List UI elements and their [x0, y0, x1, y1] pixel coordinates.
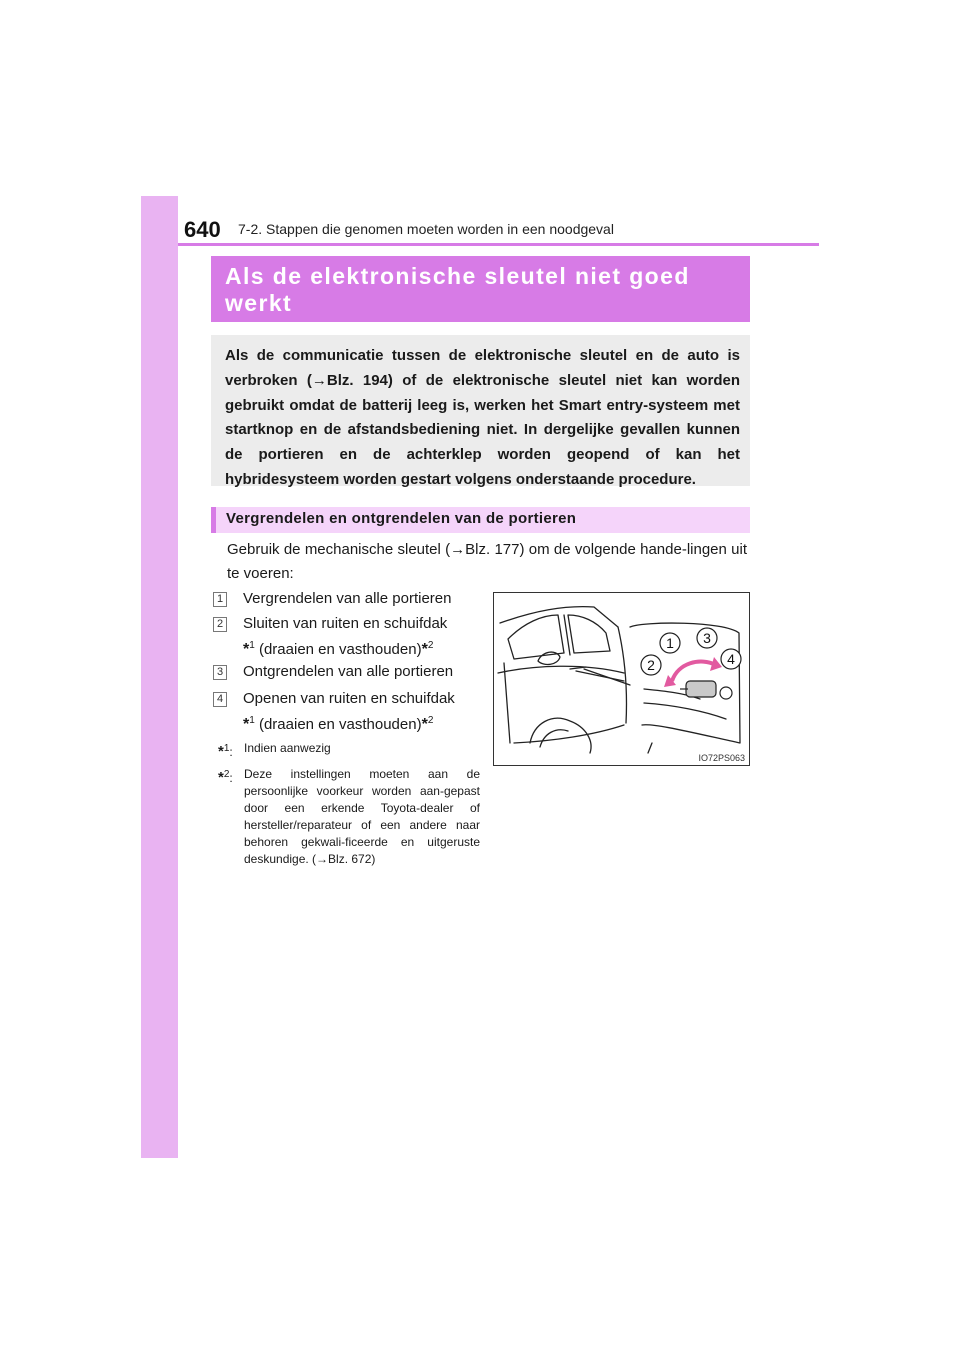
footnote-1 — [218, 740, 480, 760]
callout-2: 2 — [647, 657, 655, 673]
page-number: 640 — [184, 217, 221, 242]
callout-1: 1 — [666, 635, 674, 651]
rotation-arrow — [672, 662, 716, 681]
step-number: 1 — [213, 592, 227, 607]
step-text: Sluiten van ruiten en schuifdak *$^1$ (draaien en vasthouden)*$^2$ — [243, 615, 448, 658]
footnote-marker: *$^1$: — [218, 743, 233, 760]
step-1 — [213, 588, 479, 610]
section-heading-text: Vergrendelen en ontgrendelen van de portieren — [226, 510, 577, 527]
footnote-2 — [218, 766, 480, 868]
step-2 — [213, 613, 479, 661]
page-title-line-1: Als de elektronische sleutel niet goed — [225, 263, 690, 289]
section-body: Gebruik de mechanische sleutel (→Blz. 177) om de volgende hande-lingen uit te voeren: — [227, 541, 747, 582]
intro-box — [211, 335, 750, 486]
header-rule — [178, 243, 819, 246]
step-text: Ontgrendelen van alle portieren — [243, 663, 454, 680]
footnote-marker: *$^2$: — [218, 769, 233, 786]
page-title-line-2: werkt — [225, 290, 293, 316]
door-key-illustration — [493, 592, 750, 766]
side-tab-strip — [141, 196, 178, 1158]
callout-3: 3 — [703, 630, 711, 646]
step-number: 4 — [213, 692, 227, 707]
step-4 — [213, 688, 479, 736]
figure-code: IO72PS063 — [698, 753, 745, 763]
intro-text: Als de communicatie tussen de elektronische sleutel en de auto is verbroken (→Blz. 194) of de elektronische sleutel niet kan worden gebruikt omdat de batterij leeg is, werken het Smart entry-systeem met startknop en de afstandsbediening niet. In dergelijke gevallen kunnen de portieren en de achterklep worden geopend of kan het hybridesysteem worden gestart volgens onderstaande procedure. — [225, 347, 740, 488]
step-text: Vergrendelen van alle portieren — [243, 590, 452, 607]
running-title: 7-2. Stappen die genomen moeten worden in een noodgeval — [238, 221, 614, 237]
page-title — [211, 256, 750, 322]
footnote-text: Indien aanwezig — [244, 741, 331, 755]
car-door-drawing — [494, 593, 749, 765]
section-heading — [211, 507, 750, 533]
step-number: 2 — [213, 617, 227, 632]
step-text: Openen van ruiten en schuifdak *$^1$ (draaien en vasthouden)*$^2$ — [243, 690, 455, 733]
callout-4: 4 — [727, 651, 735, 667]
step-3 — [213, 661, 479, 683]
step-number: 3 — [213, 665, 227, 680]
footnote-text: Deze instellingen moeten aan de persoonlijke voorkeur worden aan-gepast door een erkende Toyota-dealer of hersteller/reparateur of een andere naar behoren gekwali-ficeerde en uitgeruste deskundige. (→Blz. 672) — [244, 767, 480, 866]
